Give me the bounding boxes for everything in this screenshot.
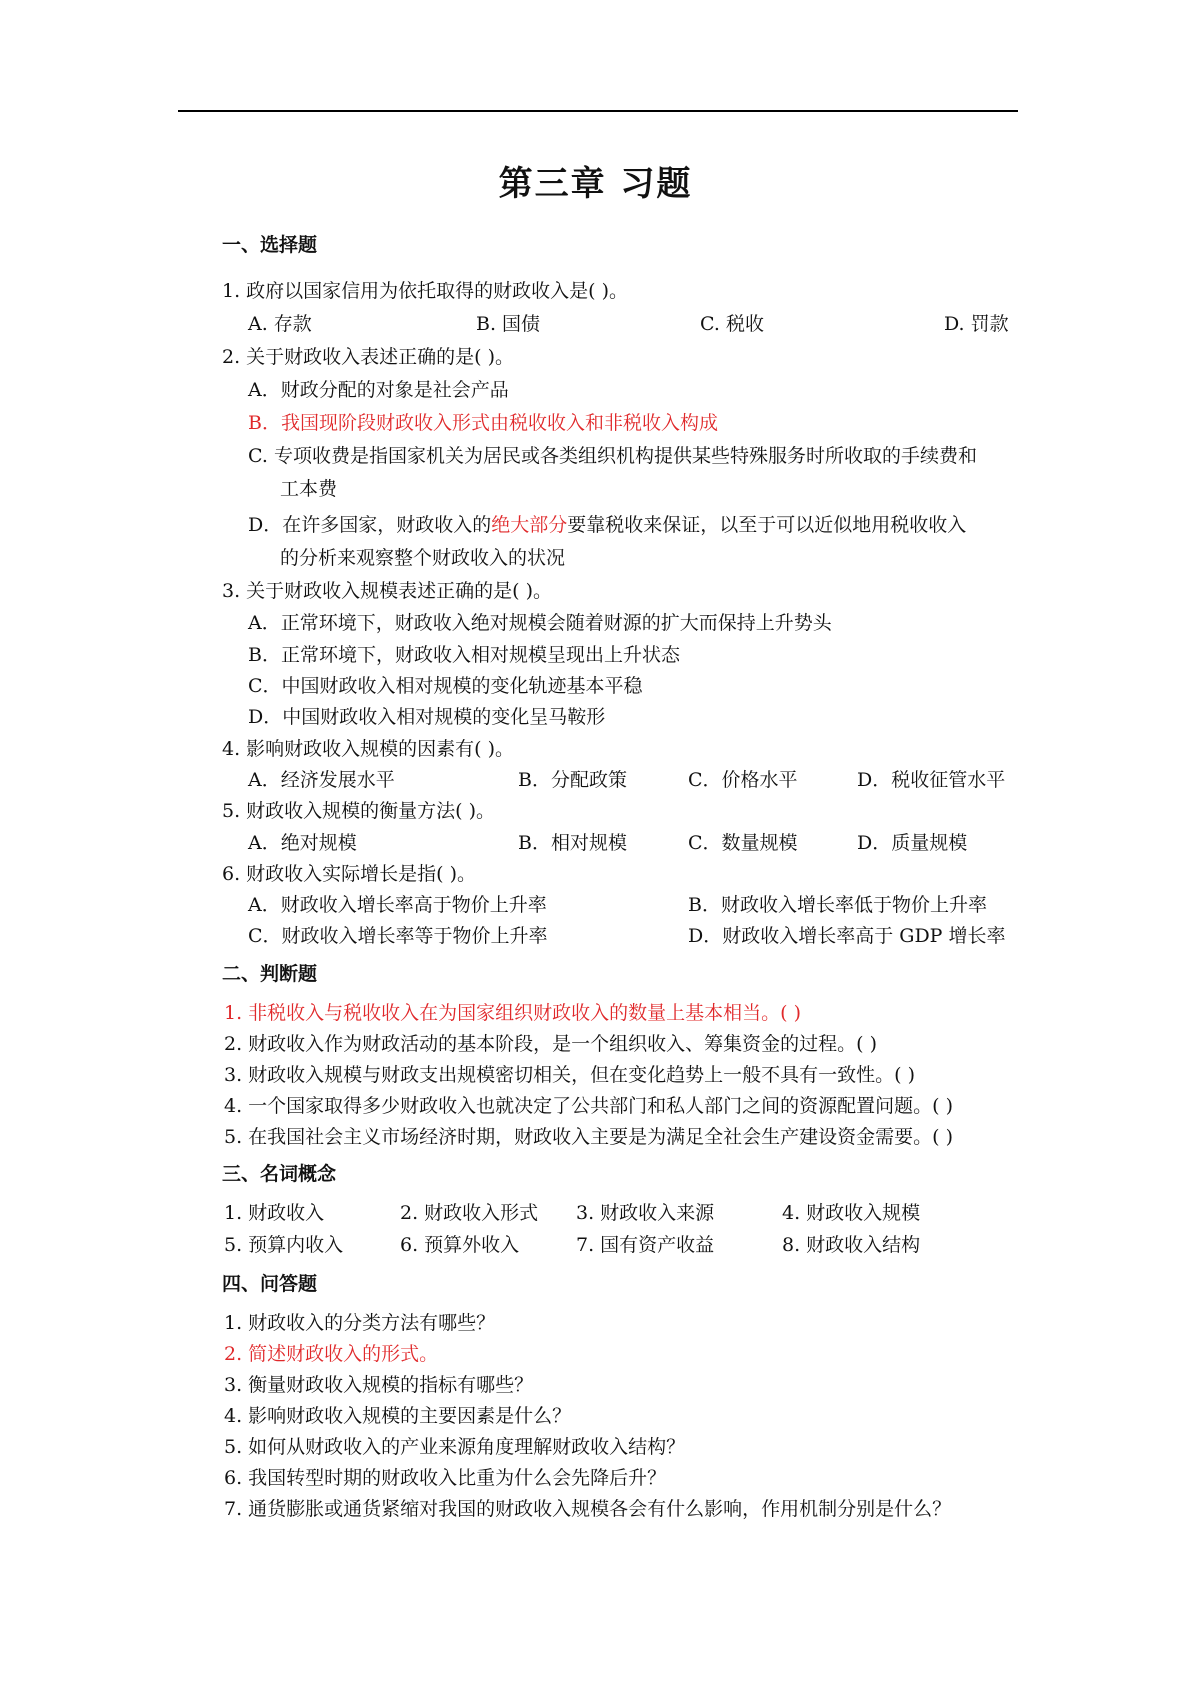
choice-q4-stem: 4. 影响财政收入规模的因素有( )。 [222,738,515,760]
term-6: 6. 预算外收入 [400,1234,520,1256]
choice-q4-option-a: A．经济发展水平 [248,769,395,791]
choice-q2-d-highlight: 绝大部分 [491,514,568,536]
choice-q2-d-text-post: 要靠税收来保证，以至于可以近似地用税收收入 [567,514,967,536]
term-4: 4. 财政收入规模 [782,1202,921,1224]
choice-q3-option-d: D．中国财政收入相对规模的变化呈马鞍形 [248,706,606,728]
choice-q1-option-a: A. 存款 [248,313,312,335]
choice-q2-option-c-line1: C. 专项收费是指国家机关为居民或各类组织机构提供某些特殊服务时所收取的手续费和 [248,445,977,467]
choice-q2-option-b: B．我国现阶段财政收入形式由税收收入和非税收入构成 [248,412,718,434]
judge-item-2: 2. 财政收入作为财政活动的基本阶段，是一个组织收入、筹集资金的过程。( ) [224,1033,878,1055]
term-8: 8. 财政收入结构 [782,1234,921,1256]
choice-q3-stem: 3. 关于财政收入规模表述正确的是( )。 [222,580,553,602]
choice-q2-option-d-line2: 的分析来观察整个财政收入的状况 [280,547,566,569]
choice-q4-option-c: C．价格水平 [688,769,798,791]
section-heading-terms: 三、名词概念 [222,1163,337,1185]
choice-q6-stem: 6. 财政收入实际增长是指( )。 [222,863,477,885]
qa-item-6: 6. 我国转型时期的财政收入比重为什么会先降后升？ [224,1467,667,1489]
choice-q2-option-d-line1 [248,512,966,538]
choice-q2-d-text-pre: D．在许多国家，财政收入的 [248,514,492,536]
section-heading-choice: 一、选择题 [222,234,318,256]
choice-q1-option-b: B. 国债 [476,313,541,335]
qa-item-3: 3. 衡量财政收入规模的指标有哪些？ [224,1374,534,1396]
choice-q5-option-a: A．绝对规模 [248,832,357,854]
judge-item-5: 5. 在我国社会主义市场经济时期，财政收入主要是为满足全社会生产建设资金需要。( ) [224,1126,954,1148]
qa-item-4: 4. 影响财政收入规模的主要因素是什么？ [224,1405,572,1427]
choice-q6-option-d: D．财政收入增长率高于 GDP 增长率 [688,925,1006,947]
choice-q1-option-c: C. 税收 [700,313,764,335]
choice-q2-option-a: A．财政分配的对象是社会产品 [248,379,509,401]
choice-q5-option-d: D．质量规模 [857,832,968,854]
qa-item-1: 1. 财政收入的分类方法有哪些？ [224,1312,496,1334]
page-title: 第三章 习题 [498,164,693,204]
judge-item-3: 3. 财政收入规模与财政支出规模密切相关，但在变化趋势上一般不具有一致性。( ) [224,1064,916,1086]
choice-q1-option-d: D. 罚款 [944,313,1009,335]
choice-q6-option-a: A．财政收入增长率高于物价上升率 [248,894,547,916]
choice-q4-option-d: D．税收征管水平 [857,769,1006,791]
qa-item-7: 7. 通货膨胀或通货紧缩对我国的财政收入规模各会有什么影响，作用机制分别是什么？ [224,1498,952,1520]
choice-q3-option-c: C．中国财政收入相对规模的变化轨迹基本平稳 [248,675,643,697]
choice-q5-option-b: B．相对规模 [518,832,627,854]
choice-q4-option-b: B．分配政策 [518,769,627,791]
term-2: 2. 财政收入形式 [400,1202,539,1224]
choice-q3-option-b: B．正常环境下，财政收入相对规模呈现出上升状态 [248,644,680,666]
term-5: 5. 预算内收入 [224,1234,344,1256]
choice-q3-option-a: A．正常环境下，财政收入绝对规模会随着财源的扩大而保持上升势头 [248,612,832,634]
qa-item-5: 5. 如何从财政收入的产业来源角度理解财政收入结构？ [224,1436,686,1458]
judge-item-4: 4. 一个国家取得多少财政收入也就决定了公共部门和私人部门之间的资源配置问题。( ) [224,1095,954,1117]
section-heading-judge: 二、判断题 [222,963,318,985]
term-7: 7. 国有资产收益 [576,1234,715,1256]
term-1: 1. 财政收入 [224,1202,325,1224]
qa-item-2: 2. 简述财政收入的形式。 [224,1343,439,1365]
choice-q2-stem: 2. 关于财政收入表述正确的是( )。 [222,346,515,368]
term-3: 3. 财政收入来源 [576,1202,715,1224]
choice-q6-option-c: C．财政收入增长率等于物价上升率 [248,925,548,947]
choice-q2-option-c-line2: 工本费 [280,478,338,500]
choice-q1-stem: 1. 政府以国家信用为依托取得的财政收入是( )。 [222,280,629,302]
choice-q6-option-b: B．财政收入增长率低于物价上升率 [688,894,987,916]
header-rule [178,110,1018,112]
judge-item-1: 1. 非税收入与税收收入在为国家组织财政收入的数量上基本相当。( ) [224,1002,802,1024]
choice-q5-option-c: C．数量规模 [688,832,798,854]
section-heading-qa: 四、问答题 [222,1273,318,1295]
choice-q5-stem: 5. 财政收入规模的衡量方法( )。 [222,800,496,822]
